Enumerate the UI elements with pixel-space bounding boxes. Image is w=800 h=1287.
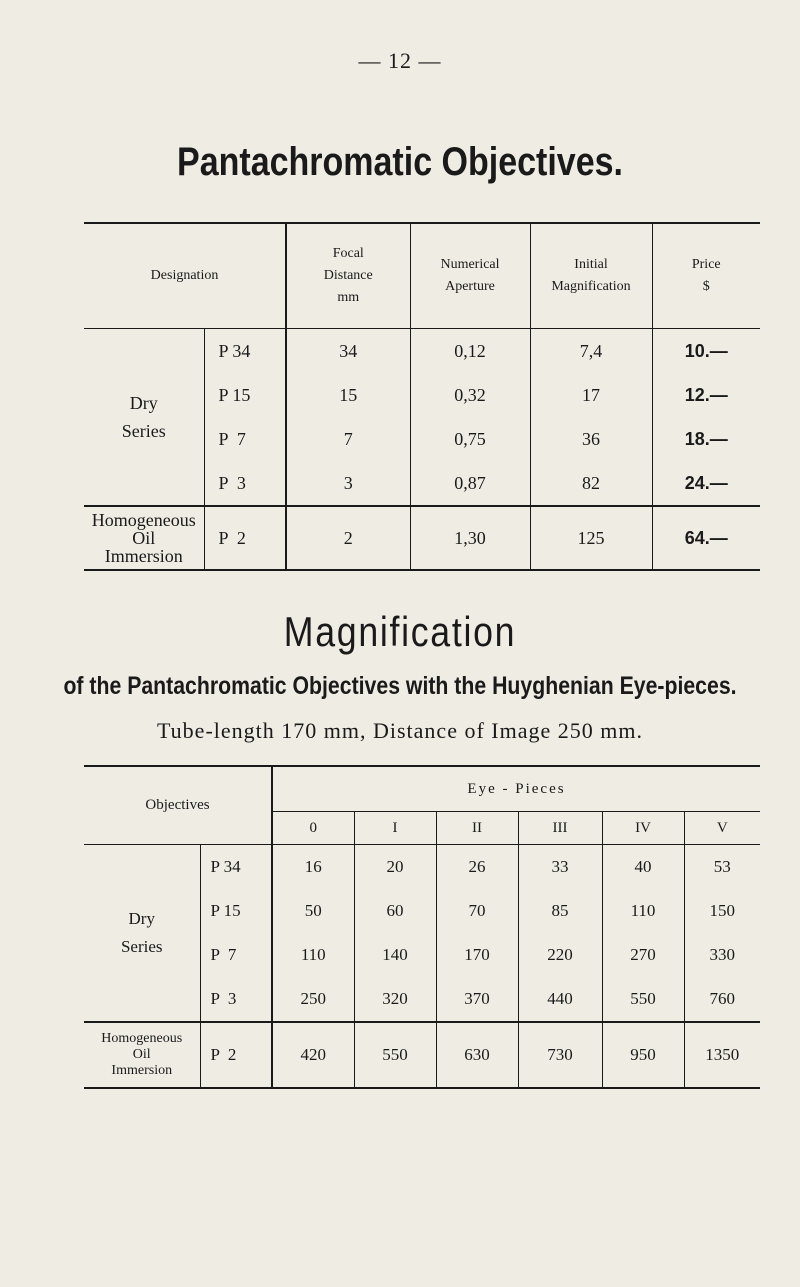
value-cell: 50 [272,889,354,933]
eyepiece-column-header: I [354,812,436,845]
price-cell: 18.— [652,417,760,461]
magnification-cell: 17 [530,373,652,417]
objectives-header: Objectives [84,766,272,845]
aperture-header-line: Aperture [445,279,495,294]
focal-header-line: Distance [323,268,373,283]
aperture-cell: 0,12 [410,329,530,374]
homogeneous-oil-label [84,1022,200,1088]
group-label-line: Dry [129,393,158,413]
value-cell: 370 [436,977,518,1022]
objective-name: P 3 [204,461,286,506]
section-title: Magnification [283,608,517,655]
objective-name: P 15 [204,373,286,417]
value-cell: 950 [602,1022,684,1088]
objective-name: P 15 [200,889,272,933]
dry-series-label [84,845,200,1023]
value-cell: 20 [354,845,436,890]
objective-name: P 2 [204,506,286,570]
table-row [84,1022,760,1088]
aperture-cell: 0,87 [410,461,530,506]
price-cell: 64.— [652,506,760,570]
value-cell: 53 [684,845,760,890]
value-cell: 16 [272,845,354,890]
magnification-table [84,765,760,1089]
tube-length-note: Tube-length 170 mm, Distance of Image 250 mm. [157,718,643,743]
focal-cell: 7 [286,417,410,461]
group-label-line: Oil [132,1047,151,1062]
eyepiece-column-header: II [436,812,518,845]
group-label-line: Immersion [111,1063,173,1078]
magnification-cell: 36 [530,417,652,461]
magnification-header [530,223,652,329]
page-title: Pantachromatic Objectives. [177,140,623,184]
table-row [84,506,760,570]
value-cell: 330 [684,933,760,977]
price-header-line: Price [691,257,721,272]
objective-name: P 34 [204,329,286,374]
designation-header: Designation [84,223,286,329]
section-subtitle: of the Pantachromatic Objectives with the Huyghenian Eye-pieces. [63,672,737,700]
aperture-header [410,223,530,329]
price-cell: 10.— [652,329,760,374]
value-cell: 85 [518,889,602,933]
group-label-line: Homogeneous [101,1031,183,1046]
eyepiece-column-header: III [518,812,602,845]
price-header [652,223,760,329]
focal-cell: 34 [286,329,410,374]
value-cell: 60 [354,889,436,933]
eyepiece-column-header: 0 [272,812,354,845]
value-cell: 250 [272,977,354,1022]
value-cell: 760 [684,977,760,1022]
table-row [84,329,760,374]
magnification-cell: 125 [530,506,652,570]
group-label-line: Dry [128,909,155,928]
eyepiece-column-header: V [684,812,760,845]
focal-cell: 2 [286,506,410,570]
aperture-header-line: Numerical [440,257,500,272]
value-cell: 110 [602,889,684,933]
focal-header [286,223,410,329]
magnification-cell: 7,4 [530,329,652,374]
focal-header-unit: mm [337,290,360,305]
eyepieces-header: Eye - Pieces [272,766,760,812]
group-label-line: Homogeneous Oil [91,510,196,548]
value-cell: 170 [436,933,518,977]
value-cell: 440 [518,977,602,1022]
objective-name: P 34 [200,845,272,890]
value-cell: 33 [518,845,602,890]
value-cell: 1350 [684,1022,760,1088]
focal-cell: 15 [286,373,410,417]
objective-name: P 2 [200,1022,272,1088]
value-cell: 220 [518,933,602,977]
magnification-header-line: Magnification [551,279,631,294]
focal-header-line: Focal [332,246,364,261]
focal-cell: 3 [286,461,410,506]
objective-name: P 3 [200,977,272,1022]
value-cell: 550 [354,1022,436,1088]
table-header-row [84,766,760,812]
dry-series-label [84,329,204,507]
objective-name: P 7 [204,417,286,461]
value-cell: 630 [436,1022,518,1088]
eyepiece-column-header: IV [602,812,684,845]
value-cell: 70 [436,889,518,933]
value-cell: 270 [602,933,684,977]
magnification-cell: 82 [530,461,652,506]
value-cell: 140 [354,933,436,977]
homogeneous-oil-label [84,506,204,570]
price-cell: 24.— [652,461,760,506]
table-header-row [84,223,760,329]
price-header-unit: $ [702,279,710,294]
price-cell: 12.— [652,373,760,417]
value-cell: 26 [436,845,518,890]
value-cell: 320 [354,977,436,1022]
group-label-line: Series [120,937,163,956]
group-label-line: Immersion [104,546,183,566]
group-label-line: Series [121,421,166,441]
aperture-cell: 0,32 [410,373,530,417]
aperture-cell: 1,30 [410,506,530,570]
value-cell: 550 [602,977,684,1022]
value-cell: 420 [272,1022,354,1088]
value-cell: 110 [272,933,354,977]
objective-name: P 7 [200,933,272,977]
aperture-cell: 0,75 [410,417,530,461]
objectives-table [84,222,760,571]
magnification-header-line: Initial [574,257,608,272]
table-row [84,845,760,890]
value-cell: 730 [518,1022,602,1088]
value-cell: 40 [602,845,684,890]
value-cell: 150 [684,889,760,933]
page-number: — 12 — [358,48,442,73]
